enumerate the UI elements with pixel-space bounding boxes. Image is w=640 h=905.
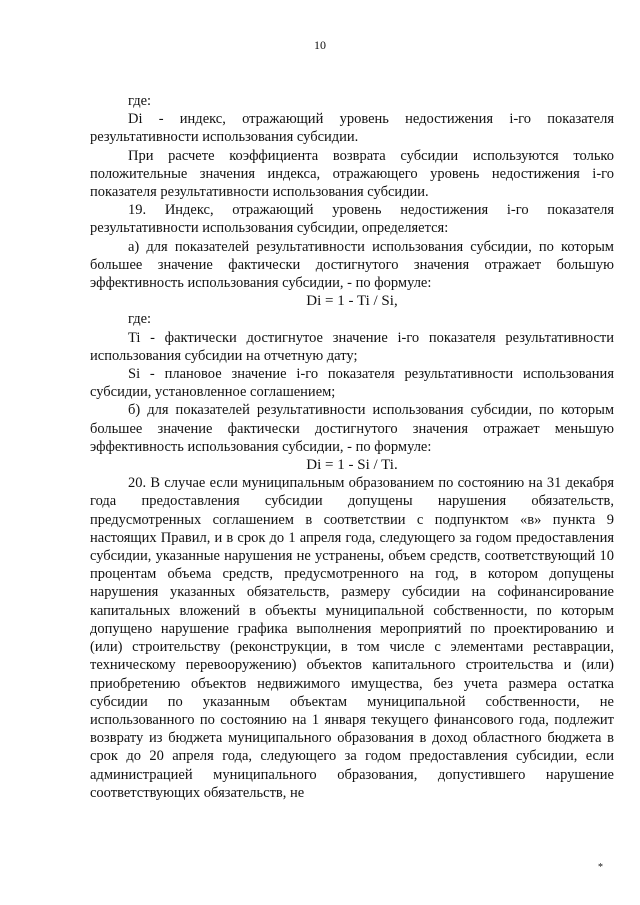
page-number: 10 <box>314 38 326 52</box>
paragraph-where-2: где: <box>128 311 152 328</box>
formula-2: Di = 1 - Si / Ti. <box>306 457 398 474</box>
document-body <box>90 92 614 802</box>
corner-mark: * <box>598 862 603 873</box>
paragraph-positive-values: При расчете коэффициента возврата субсидии используются только положительные значения индекса, отражающего уровень недостижения i-го показателя результативности использования субсидии. <box>90 147 614 201</box>
paragraph-19: 19. Индекс, отражающий уровень недостижения i-го показателя результативности использования субсидии, определяется: <box>90 202 614 237</box>
paragraph-b: б) для показателей результативности использования субсидии, по которым большее значение фактически достигнутого значения отражает меньшую эффективность использования субсидии, - по формуле: <box>90 402 614 455</box>
paragraph-ti-definition: Ti - фактически достигнутое значение i-го показателя результативности использования субсидии на отчетную дату; <box>90 329 614 364</box>
paragraph-20: 20. В случае если муниципальным образованием по состоянию на 31 декабря года предоставления субсидии допущены нарушения обязательств, предусмотренных соглашением в соответствии с подпунктом «в» пункта 9 настоящих Правил, и в срок до 1 апреля года, следующего за годом предоставления субсидии, указанные нарушения не устранены, объем средств, соответствующий 10 процентам объема средств, предусмотренного на год, в котором допущены нарушения указанных обязательств, размеру субсидии на софинансирование капитальных вложений в объекты муниципальной собственности, по которым допущено нарушение графика выполнения мероприятий по проектированию и (или) строительству (реконструкции, в том числе с элементами реставрации, техническому перевооружению) объектов капитального строительства и (или) приобретению объектов недвижимого имущества, без учета размера остатка субсидии по указанным объектам муниципальной собственности, не использованного по состоянию на 1 января текущего финансового года, подлежит возврату из бюджета муниципального образования в доход областного бюджета в срок до 20 апреля года, следующего за годом предоставления субсидии, если администрацией муниципального образования, допустившего нарушение соответствующих обязательств, не <box>90 475 614 801</box>
paragraph-a: а) для показателей результативности использования субсидии, по которым большее значение фактически достигнутого значения отражает большую эффективность использования субсидии, - по формуле: <box>90 238 614 292</box>
formula-1: Di = 1 - Ti / Si, <box>306 293 398 310</box>
paragraph-si-definition: Si - плановое значение i-го показателя результативности использования субсидии, установленное соглашением; <box>90 366 614 401</box>
paragraph-di-definition: Di - индекс, отражающий уровень недостижения i-го показателя результативности использования субсидии. <box>90 111 614 146</box>
paragraph-where-1: где: <box>128 93 152 109</box>
